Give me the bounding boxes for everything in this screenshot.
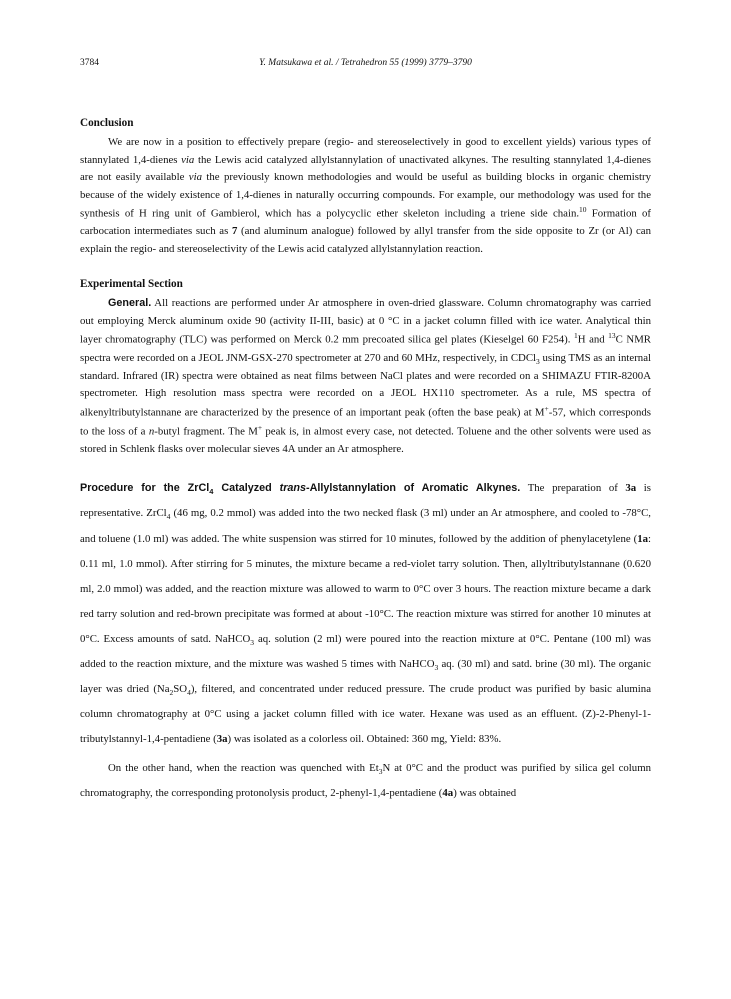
reference-marker: 10: [579, 205, 587, 215]
conclusion-heading: Conclusion: [80, 117, 134, 129]
general-label: General.: [108, 297, 152, 310]
article-body: [80, 115, 651, 806]
procedure-heading: Procedure for the ZrCl$_4$ Catalyzed trans-Allylstannylation of Aromatic Alkynes.: [80, 482, 521, 497]
experimental-section: [80, 276, 651, 458]
procedure-paragraph: Procedure for the ZrCl$_4$ Catalyzed trans-Allylstannylation of Aromatic Alkynes. The preparation of 3a is representative. ZrCl$_4$ (46 mg, 0.2 mmol) was added into the two necked flask (3 ml) under an Ar atmosphere, and cooled to -78°C, and toluene (1.0 ml) was added. The white suspension was stirred for 10 minutes, followed by the addition of phenylacetylene (1a: 0.11 ml, 1.0 mmol). After stirring for 5 minutes, the mixture became a red-violet tarry solution. Then, allyltributylstannane (0.620 ml, 2.0 mmol) was added, and the reaction mixture was allowed to warm to 0°C over 3 hours. The reaction mixture became a dark red tarry solution and red-brown precipitate was formed at about -10°C. The reaction mixture was stirred for another 10 minutes at 0°C. Excess amounts of satd. NaHCO$_3$ aq. solution (2 ml) were poured into the reaction mixture at 0°C. Pentane (100 ml) was added to the reaction mixture, and the mixture was washed 5 times with NaHCO$_3$ aq. (30 ml) and satd. brine (30 ml). The organic layer was dried $(Na_2SO_4)$, filtered, and concentrated under reduced pressure. The crude product was purified by basic alumina column chromatography at 0°C using a jacket column filled with ice water. Hexane was used as an effluent. (Z)-2-Phenyl-1-tributylstannyl-1,4-pentadiene (3a) was isolated as a colorless oil. Obtained: 360 mg, Yield: 83%.: [80, 482, 651, 745]
conclusion-section: [80, 115, 651, 258]
procedure-section: [80, 476, 651, 806]
page-number: 3784: [80, 58, 99, 68]
protonolysis-paragraph: On the other hand, when the reaction was quenched with $Et_3N$ at 0°C and the product was purified by silica gel column chromatography, the corresponding protonolysis product, 2-phenyl-1,4-pentadiene (4a) was obtained: [80, 761, 652, 799]
general-paragraph: General. All reactions are performed under Ar atmosphere in oven-dried glassware. Column chromatography was carried out employing Merck aluminum oxide 90 (activity II-III, basic) at 0 °C in a jacket column filled with ice water. Analytical thin layer chromatography (TLC) was performed on Merck 0.2 mm precoated silica gel plates (Kieselgel 60 F254). $^1$H and $^{13}$C NMR spectra were recorded on a JEOL JNM-GSX-270 spectrometer at 270 and 60 MHz, respectively, in CDCl$_3$ using TMS as an internal standard. Infrared (IR) spectra were obtained as neat films between NaCl plates and were recorded on a SHIMAZU FTIR-8200A spectrometer. High resolution mass spectra were recorded on a JEOL HX110 spectrometer. As a rule, MS spectra of alkenyltributylstannane are characterized by the presence of an important peak (often the base peak) at M+-57, which corresponds to the loss of a n-butyl fragment. The M+ peak is, in almost every case, not detected. Toluene and the other solvents were used as stored in Schlenk flasks over molecular sieves 4A under an Ar atmosphere.: [80, 297, 651, 455]
running-head: [80, 58, 651, 72]
conclusion-paragraph: We are now in a position to effectively prepare (regio- and stereoselectively in good to excellent yields) various types of stannylated 1,4-dienes via the Lewis acid catalyzed allylstannylation of unactivated alkynes. The resulting stannylated 1,4-dienes are not easily available via the previously known methodologies and would be useful as building blocks in organic chemistry because of the widely existence of 1,4-dienes in naturally occurring compounds. For example, our methodology was used for the synthesis of H ring unit of Gambierol, which has a polycyclic ether skeleton including a triene side chain.$^{10}$ Formation of carbocation intermediates such as 7 (and aluminum analogue) followed by allyl transfer from the side opposite to Zr (or Al) can explain the regio- and stereoselectivity of the Lewis acid catalyzed allylstannylation reaction.: [80, 136, 651, 255]
experimental-heading: Experimental Section: [80, 278, 183, 291]
journal-reference: Y. Matsukawa et al. / Tetrahedron 55 (1999) 3779–3790: [259, 58, 472, 68]
